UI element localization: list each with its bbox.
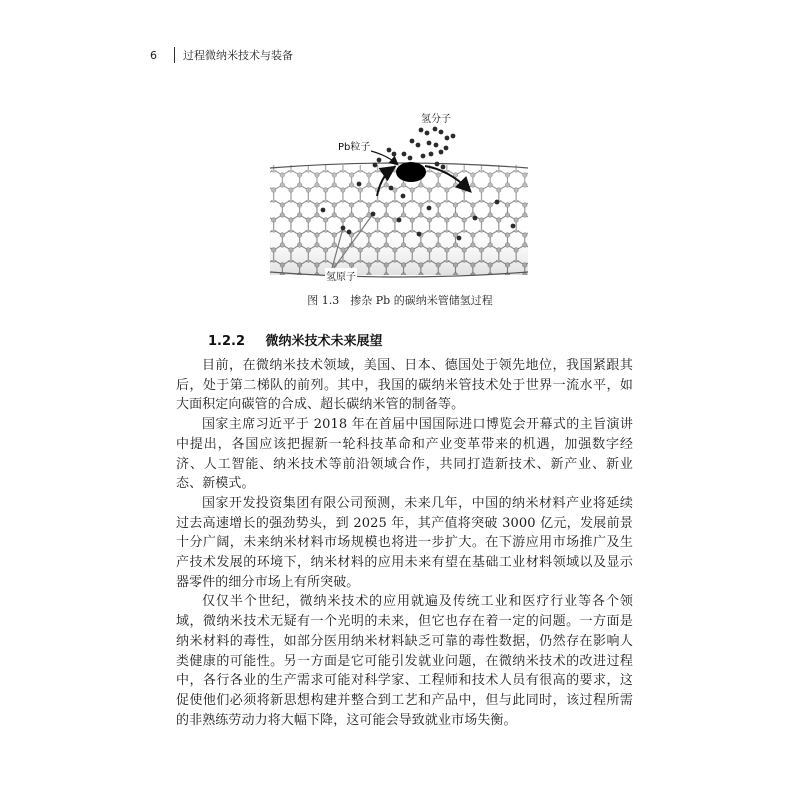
paragraph: 目前，在微纳米技术领域，美国、日本、德国处于领先地位，我国紧跟其后，处于第二梯队的前列。其中，我国的碳纳米管技术处于世界一流水平，如大面积定向碳管的合成、超长碳纳米管的制备等。 — [176, 358, 633, 413]
figure-caption: 图 1.3 掺杂 Pb 的碳纳米管储氢过程 — [307, 294, 493, 307]
paragraph: 国家主席习近平于 2018 年在首届中国国际进口博览会开幕式的主旨演讲中提出，各国应该把握新一轮科技革命和产业变革带来的机遇，加强数字经济、人工智能、纳米技术等前沿领域合作，共同打造新技术、新产业、新业态、新模式。 — [176, 417, 633, 492]
nanotube-illustration — [265, 110, 535, 285]
paragraph: 仅仅半个世纪，微纳米技术的应用就遍及传统工业和医疗行业等各个领域，微纳米技术无疑有一个光明的未来，但它也存在着一定的问题。一方面是纳米材料的毒性，如部分医用纳米材料缺乏可靠的毒性数据，仍然存在影响人类健康的可能性。另一方面是它可能引发就业问题，在微纳米技术的改进过程中，各行各业的生产需求可能对科学家、工程师和技术人员有很高的要求，这促使他们必须将新思想构建并整合到工艺和产品中，但与此同时，该过程所需的非熟练劳动力将大幅下降，这可能会导致就业市场失衡。 — [176, 594, 633, 728]
label-hydrogen-molecule: 氢分子 — [420, 110, 452, 125]
body-text — [176, 356, 633, 730]
nanotube-figure — [265, 110, 535, 285]
paragraph: 国家开发投资集团有限公司预测，未来几年，中国的纳米材料产业将延续过去高速增长的强劲势头，到 2025 年，其产值将突破 3000 亿元，发展前景十分广阔，未来纳米材料市场规模也将进一步扩大。在下游应用市场推广及生产技术发展的环境下，纳米材料的应用未来有望在基础工业材料领域以及显示器零件的细分市场上有所突破。 — [176, 495, 633, 590]
section-heading — [208, 330, 383, 349]
section-title: 微纳米技术未来展望 — [265, 334, 383, 349]
label-pb-particle: Pb粒子 — [337, 138, 371, 153]
header-divider — [174, 47, 175, 63]
pb-particle — [396, 162, 426, 182]
section-number: 1.2.2 — [208, 334, 246, 349]
page-number: 6 — [150, 48, 157, 62]
running-header — [150, 47, 293, 63]
label-hydrogen-atom: 氢原子 — [325, 268, 357, 283]
book-title: 过程微纳米技术与装备 — [183, 49, 293, 62]
